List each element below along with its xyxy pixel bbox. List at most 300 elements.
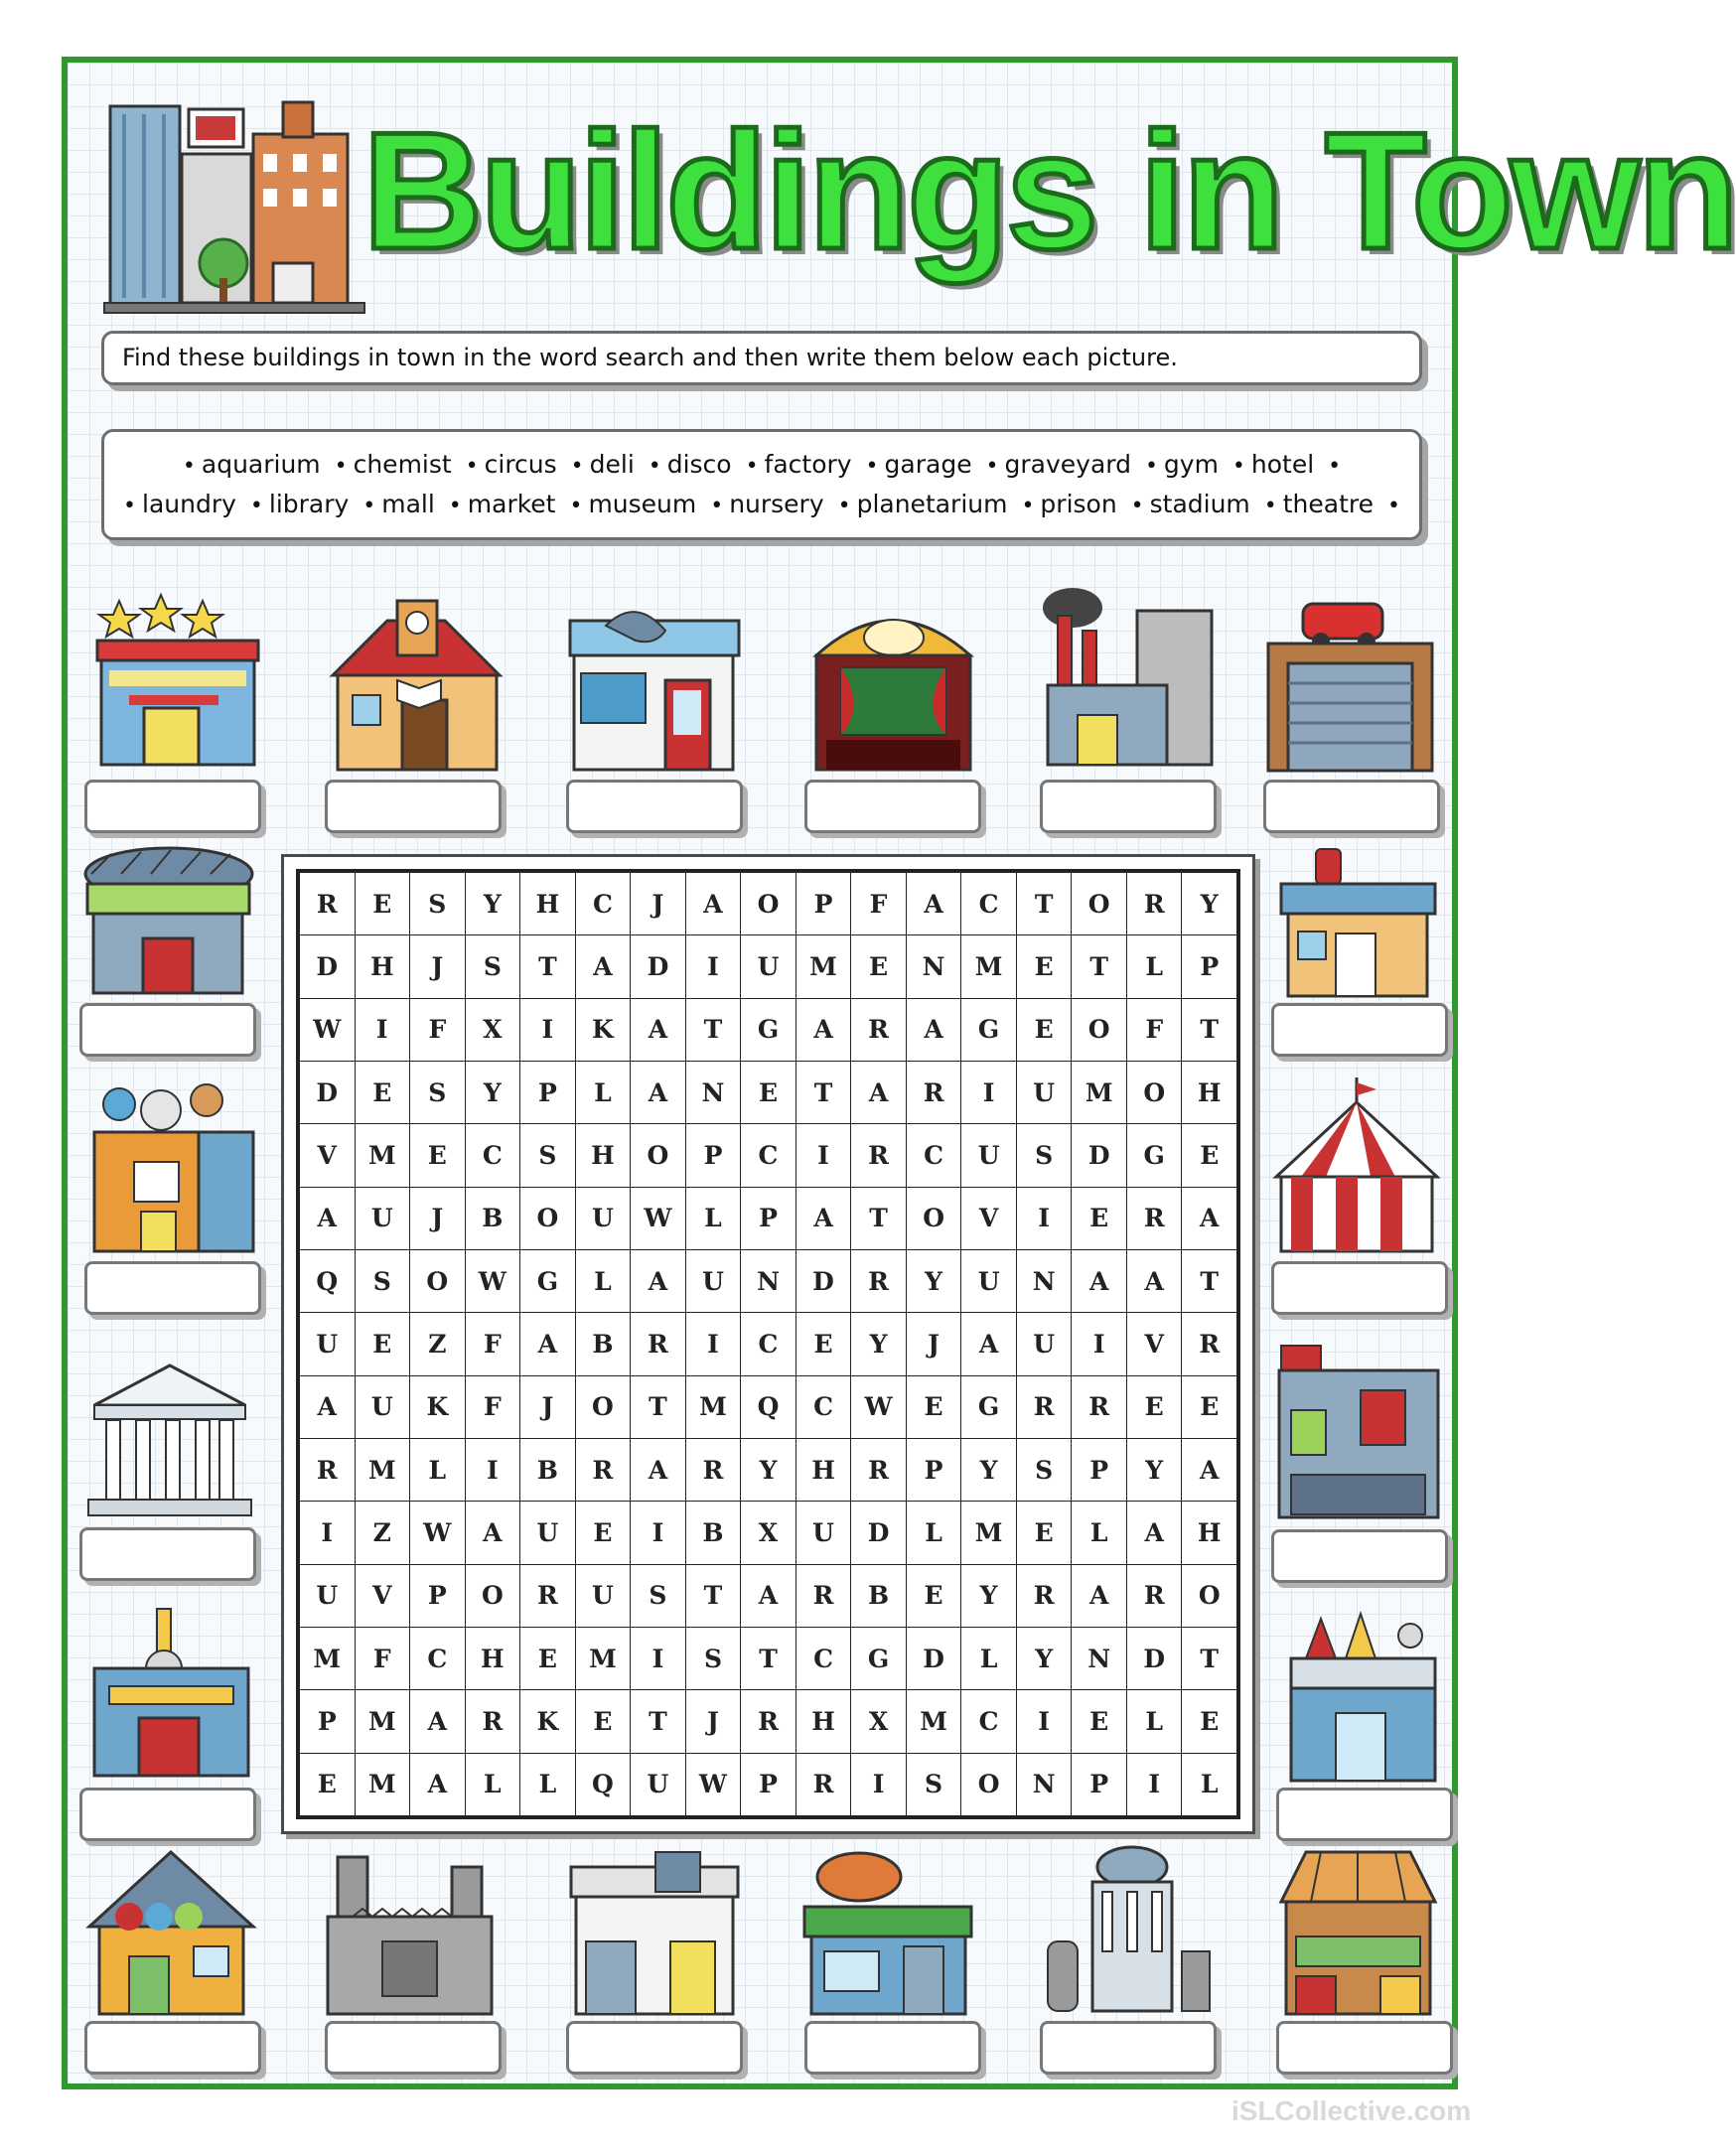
grid-cell[interactable]: C xyxy=(961,873,1016,934)
grid-cell[interactable]: I xyxy=(520,999,575,1061)
grid-cell[interactable]: U xyxy=(961,1124,1016,1186)
grid-cell[interactable]: A xyxy=(631,1250,685,1312)
grid-cell[interactable]: R xyxy=(851,999,906,1061)
grid-cell[interactable]: Q xyxy=(576,1754,631,1815)
word-deli: deli xyxy=(589,450,635,479)
grid-cell[interactable]: L xyxy=(907,1502,961,1563)
grid-cell[interactable]: P xyxy=(1072,1754,1126,1815)
grid-cell[interactable]: P xyxy=(741,1188,796,1249)
grid-cell[interactable]: A xyxy=(796,999,851,1061)
grid-cell[interactable]: A xyxy=(741,1565,796,1627)
answer-box-6[interactable] xyxy=(1263,780,1440,833)
grid-cell[interactable]: A xyxy=(961,1313,1016,1374)
grid-cell[interactable]: N xyxy=(1017,1250,1072,1312)
grid-cell[interactable]: Y xyxy=(466,1062,520,1123)
grid-cell[interactable]: C xyxy=(741,1313,796,1374)
grid-cell[interactable]: R xyxy=(851,1250,906,1312)
grid-cell[interactable]: E xyxy=(1017,999,1072,1061)
grid-cell[interactable]: M xyxy=(300,1628,355,1689)
grid-cell[interactable]: R xyxy=(520,1565,575,1627)
grid-cell[interactable]: O xyxy=(631,1124,685,1186)
grid-cell[interactable]: E xyxy=(520,1628,575,1689)
grid-cell[interactable]: O xyxy=(961,1754,1016,1815)
grid-cell[interactable]: C xyxy=(796,1628,851,1689)
grid-cell[interactable]: O xyxy=(520,1188,575,1249)
answer-box-19[interactable] xyxy=(1040,2021,1217,2075)
grid-cell[interactable]: P xyxy=(410,1565,465,1627)
factory-picture xyxy=(1038,586,1222,773)
grid-cell[interactable]: K xyxy=(520,1690,575,1752)
grid-cell[interactable]: P xyxy=(686,1124,741,1186)
grid-cell[interactable]: U xyxy=(356,1188,410,1249)
grid-cell[interactable]: A xyxy=(1127,1250,1182,1312)
grid-cell[interactable]: M xyxy=(576,1628,631,1689)
grid-cell[interactable]: A xyxy=(907,999,961,1061)
grid-cell[interactable]: H xyxy=(356,935,410,997)
grid-cell[interactable]: W xyxy=(300,999,355,1061)
grid-cell[interactable]: L xyxy=(961,1628,1016,1689)
grid-cell[interactable]: B xyxy=(851,1565,906,1627)
grid-cell[interactable]: T xyxy=(1182,1628,1236,1689)
grid-cell[interactable]: P xyxy=(520,1062,575,1123)
grid-cell[interactable]: E xyxy=(907,1376,961,1438)
grid-cell[interactable]: Z xyxy=(410,1313,465,1374)
grid-cell[interactable]: A xyxy=(576,935,631,997)
grid-cell[interactable]: Y xyxy=(1182,873,1236,934)
grid-cell[interactable]: N xyxy=(741,1250,796,1312)
grid-cell[interactable]: H xyxy=(1182,1502,1236,1563)
grid-cell[interactable]: L xyxy=(686,1188,741,1249)
grid-cell[interactable]: X xyxy=(741,1502,796,1563)
grid-cell[interactable]: N xyxy=(686,1062,741,1123)
grid-cell[interactable]: T xyxy=(631,1690,685,1752)
grid-cell[interactable]: P xyxy=(907,1439,961,1501)
grid-cell[interactable]: I xyxy=(466,1439,520,1501)
grid-cell[interactable]: Q xyxy=(300,1250,355,1312)
stadium-picture xyxy=(81,844,255,995)
grid-cell[interactable]: H xyxy=(520,873,575,934)
grid-cell[interactable]: G xyxy=(961,1376,1016,1438)
grid-cell[interactable]: K xyxy=(410,1376,465,1438)
grid-cell[interactable]: R xyxy=(851,1439,906,1501)
grid-cell[interactable]: K xyxy=(576,999,631,1061)
grid-cell[interactable]: U xyxy=(300,1565,355,1627)
grid-cell[interactable]: L xyxy=(576,1062,631,1123)
grid-cell[interactable]: A xyxy=(466,1502,520,1563)
grid-cell[interactable]: B xyxy=(686,1502,741,1563)
grid-cell[interactable]: E xyxy=(1017,1502,1072,1563)
grid-cell[interactable]: N xyxy=(907,935,961,997)
grid-cell[interactable]: A xyxy=(300,1376,355,1438)
grid-cell[interactable]: L xyxy=(1182,1754,1236,1815)
grid-cell[interactable]: U xyxy=(961,1250,1016,1312)
grid-cell[interactable]: R xyxy=(1017,1376,1072,1438)
answer-box-4[interactable] xyxy=(804,780,981,833)
grid-cell[interactable]: A xyxy=(1072,1565,1126,1627)
grid-cell[interactable]: T xyxy=(631,1376,685,1438)
grid-cell[interactable]: R xyxy=(1182,1313,1236,1374)
grid-cell[interactable]: I xyxy=(631,1502,685,1563)
grid-cell[interactable]: I xyxy=(796,1124,851,1186)
grid-cell[interactable]: T xyxy=(1182,1250,1236,1312)
answer-box-2[interactable] xyxy=(325,780,502,833)
grid-cell[interactable]: G xyxy=(741,999,796,1061)
grid-cell[interactable]: J xyxy=(410,935,465,997)
grid-cell[interactable]: N xyxy=(1072,1628,1126,1689)
word-gym: gym xyxy=(1163,450,1219,479)
market-picture xyxy=(566,1852,743,2016)
grid-cell[interactable]: D xyxy=(907,1628,961,1689)
grid-cell[interactable]: L xyxy=(410,1439,465,1501)
grid-cell[interactable]: E xyxy=(576,1502,631,1563)
grid-cell[interactable]: M xyxy=(356,1754,410,1815)
grid-cell[interactable]: J xyxy=(631,873,685,934)
grid-cell[interactable]: R xyxy=(1127,1565,1182,1627)
answer-box-11[interactable] xyxy=(1271,1003,1448,1057)
grid-cell[interactable]: C xyxy=(907,1124,961,1186)
grid-cell[interactable]: E xyxy=(356,1062,410,1123)
grid-cell[interactable]: T xyxy=(686,1565,741,1627)
word-hotel: hotel xyxy=(1250,450,1315,479)
grid-cell[interactable]: O xyxy=(1182,1565,1236,1627)
grid-cell[interactable]: M xyxy=(356,1690,410,1752)
answer-box-20[interactable] xyxy=(1276,2021,1453,2075)
word-bank-line-1: • aquarium • chemist • circus • deli • disco • factory • garage • graveyard • gym • hotel • xyxy=(182,450,1342,479)
grid-cell[interactable]: T xyxy=(1182,999,1236,1061)
grid-cell[interactable]: T xyxy=(686,999,741,1061)
grid-cell[interactable]: W xyxy=(466,1250,520,1312)
grid-cell[interactable]: E xyxy=(796,1313,851,1374)
grid-cell[interactable]: G xyxy=(851,1628,906,1689)
grid-cell[interactable]: U xyxy=(741,935,796,997)
grid-cell[interactable]: D xyxy=(796,1250,851,1312)
grid-cell[interactable]: U xyxy=(520,1502,575,1563)
grid-cell[interactable]: E xyxy=(410,1124,465,1186)
grid-cell[interactable]: V xyxy=(356,1565,410,1627)
grid-cell[interactable]: S xyxy=(907,1754,961,1815)
grid-cell[interactable]: M xyxy=(686,1376,741,1438)
grid-cell[interactable]: U xyxy=(796,1502,851,1563)
grid-cell[interactable]: T xyxy=(1017,873,1072,934)
grid-cell[interactable]: A xyxy=(907,873,961,934)
grid-cell[interactable]: J xyxy=(410,1188,465,1249)
grid-cell[interactable]: D xyxy=(851,1502,906,1563)
grid-cell[interactable]: U xyxy=(686,1250,741,1312)
grid-cell[interactable]: C xyxy=(410,1628,465,1689)
grid-cell[interactable]: R xyxy=(300,1439,355,1501)
grid-cell[interactable]: Y xyxy=(851,1313,906,1374)
disco-picture xyxy=(89,1609,253,1778)
grid-cell[interactable]: U xyxy=(576,1565,631,1627)
grid-cell[interactable]: A xyxy=(631,1062,685,1123)
grid-cell[interactable]: A xyxy=(1182,1439,1236,1501)
grid-cell[interactable]: Y xyxy=(466,873,520,934)
grid-cell[interactable]: A xyxy=(520,1313,575,1374)
grid-cell[interactable]: M xyxy=(961,935,1016,997)
grid-cell[interactable]: O xyxy=(576,1376,631,1438)
grid-cell[interactable]: S xyxy=(410,873,465,934)
grid-cell[interactable]: Y xyxy=(961,1439,1016,1501)
grid-cell[interactable]: P xyxy=(741,1754,796,1815)
grid-cell[interactable]: R xyxy=(1072,1376,1126,1438)
grid-cell[interactable]: R xyxy=(907,1062,961,1123)
grid-cell[interactable]: I xyxy=(631,1628,685,1689)
grid-cell[interactable]: L xyxy=(576,1250,631,1312)
library-picture xyxy=(328,601,505,772)
grid-cell[interactable]: E xyxy=(356,1313,410,1374)
watermark: iSLCollective.com xyxy=(1231,2095,1472,2126)
grid-cell[interactable]: L xyxy=(466,1754,520,1815)
grid-cell[interactable]: G xyxy=(961,999,1016,1061)
grid-cell[interactable]: H xyxy=(466,1628,520,1689)
grid-cell[interactable]: H xyxy=(1182,1062,1236,1123)
grid-cell[interactable]: W xyxy=(851,1376,906,1438)
grid-cell[interactable]: E xyxy=(851,935,906,997)
grid-cell[interactable]: D xyxy=(1127,1628,1182,1689)
grid-cell[interactable]: N xyxy=(1017,1754,1072,1815)
grid-cell[interactable]: R xyxy=(741,1690,796,1752)
word-museum: museum xyxy=(588,490,697,518)
grid-cell[interactable]: M xyxy=(356,1124,410,1186)
answer-box-8[interactable] xyxy=(84,1261,261,1315)
grid-cell[interactable]: I xyxy=(1127,1754,1182,1815)
grid-cell[interactable]: S xyxy=(410,1062,465,1123)
grid-cell[interactable]: I xyxy=(851,1754,906,1815)
grid-cell[interactable]: F xyxy=(1127,999,1182,1061)
grid-cell[interactable]: B xyxy=(466,1188,520,1249)
grid-cell[interactable]: F xyxy=(466,1376,520,1438)
grid-cell[interactable]: X xyxy=(851,1690,906,1752)
grid-cell[interactable]: O xyxy=(1072,999,1126,1061)
grid-cell[interactable]: S xyxy=(520,1124,575,1186)
answer-box-14[interactable] xyxy=(1276,1788,1453,1841)
grid-cell[interactable]: I xyxy=(961,1062,1016,1123)
grid-cell[interactable]: D xyxy=(300,935,355,997)
grid-cell[interactable]: P xyxy=(1182,935,1236,997)
grid-cell[interactable]: R xyxy=(1127,1188,1182,1249)
word-disco: disco xyxy=(666,450,732,479)
grid-cell[interactable]: D xyxy=(1072,1124,1126,1186)
grid-cell[interactable]: E xyxy=(1182,1690,1236,1752)
grid-cell[interactable]: L xyxy=(520,1754,575,1815)
grid-cell[interactable]: E xyxy=(741,1062,796,1123)
grid-cell[interactable]: I xyxy=(1017,1690,1072,1752)
grid-cell[interactable]: O xyxy=(907,1188,961,1249)
grid-cell[interactable]: W xyxy=(410,1502,465,1563)
grid-cell[interactable]: M xyxy=(796,935,851,997)
grid-cell[interactable]: A xyxy=(631,999,685,1061)
hotel-picture xyxy=(89,591,263,770)
grid-cell[interactable]: M xyxy=(961,1502,1016,1563)
grid-cell[interactable]: W xyxy=(631,1188,685,1249)
grid-cell[interactable]: C xyxy=(796,1376,851,1438)
grid-cell[interactable]: Y xyxy=(741,1439,796,1501)
word-nursery: nursery xyxy=(729,490,824,518)
grid-cell[interactable]: C xyxy=(466,1124,520,1186)
grid-cell[interactable]: C xyxy=(741,1124,796,1186)
grid-cell[interactable]: O xyxy=(1127,1062,1182,1123)
grid-cell[interactable]: C xyxy=(576,873,631,934)
answer-box-9[interactable] xyxy=(79,1527,256,1581)
answer-box-18[interactable] xyxy=(804,2021,981,2075)
grid-cell[interactable]: L xyxy=(1127,935,1182,997)
grid-cell[interactable]: R xyxy=(686,1439,741,1501)
grid-cell[interactable]: A xyxy=(1182,1188,1236,1249)
grid-cell[interactable]: D xyxy=(631,935,685,997)
grid-cell[interactable]: S xyxy=(631,1565,685,1627)
page-title: Buildings in Town xyxy=(362,97,1736,284)
word-search-frame xyxy=(281,854,1255,1834)
grid-cell[interactable]: V xyxy=(961,1188,1016,1249)
grid-cell[interactable]: A xyxy=(851,1062,906,1123)
grid-cell[interactable]: A xyxy=(300,1188,355,1249)
grid-cell[interactable]: T xyxy=(741,1628,796,1689)
answer-box-16[interactable] xyxy=(325,2021,502,2075)
grid-cell[interactable]: E xyxy=(1182,1376,1236,1438)
grid-cell[interactable]: I xyxy=(356,999,410,1061)
answer-box-10[interactable] xyxy=(79,1788,256,1841)
grid-cell[interactable]: U xyxy=(356,1376,410,1438)
grid-cell[interactable]: U xyxy=(300,1313,355,1374)
grid-cell[interactable]: L xyxy=(1127,1690,1182,1752)
grid-cell[interactable]: H xyxy=(576,1124,631,1186)
grid-cell[interactable]: I xyxy=(686,935,741,997)
grid-cell[interactable]: A xyxy=(796,1188,851,1249)
grid-cell[interactable]: J xyxy=(520,1376,575,1438)
answer-box-5[interactable] xyxy=(1040,780,1217,833)
grid-cell[interactable]: H xyxy=(796,1690,851,1752)
grid-cell[interactable]: E xyxy=(1017,935,1072,997)
grid-cell[interactable]: U xyxy=(1017,1313,1072,1374)
grid-cell[interactable]: R xyxy=(796,1754,851,1815)
grid-cell[interactable]: I xyxy=(1017,1188,1072,1249)
grid-cell[interactable]: F xyxy=(410,999,465,1061)
grid-cell[interactable]: A xyxy=(1127,1502,1182,1563)
grid-cell[interactable]: F xyxy=(851,873,906,934)
word-graveyard: graveyard xyxy=(1004,450,1131,479)
grid-cell[interactable]: V xyxy=(1127,1313,1182,1374)
grid-cell[interactable]: O xyxy=(410,1250,465,1312)
laundry-picture xyxy=(1276,1847,1440,2016)
grid-cell[interactable]: I xyxy=(686,1313,741,1374)
grid-cell[interactable]: V xyxy=(300,1124,355,1186)
answer-box-13[interactable] xyxy=(1271,1529,1448,1583)
grid-cell[interactable]: S xyxy=(356,1250,410,1312)
grid-cell[interactable]: M xyxy=(907,1690,961,1752)
grid-cell[interactable]: P xyxy=(1072,1439,1126,1501)
word-stadium: stadium xyxy=(1149,490,1250,518)
grid-cell[interactable]: G xyxy=(1127,1124,1182,1186)
instructions-text: Find these buildings in town in the word search and then write them below each picture. xyxy=(122,344,1178,371)
grid-cell[interactable]: S xyxy=(1017,1439,1072,1501)
grid-cell[interactable]: T xyxy=(796,1062,851,1123)
mall-picture xyxy=(1271,1336,1442,1519)
answer-box-12[interactable] xyxy=(1271,1261,1448,1315)
grid-cell[interactable]: S xyxy=(466,935,520,997)
grid-cell[interactable]: M xyxy=(356,1439,410,1501)
grid-cell[interactable]: R xyxy=(851,1124,906,1186)
grid-cell[interactable]: E xyxy=(576,1690,631,1752)
grid-cell[interactable]: A xyxy=(631,1439,685,1501)
grid-cell[interactable]: Y xyxy=(1127,1439,1182,1501)
grid-cell[interactable]: I xyxy=(300,1502,355,1563)
grid-cell[interactable]: J xyxy=(907,1313,961,1374)
grid-cell[interactable]: R xyxy=(1127,873,1182,934)
grid-cell[interactable]: R xyxy=(576,1439,631,1501)
grid-cell[interactable]: M xyxy=(1072,1062,1126,1123)
grid-cell[interactable]: O xyxy=(1072,873,1126,934)
grid-cell[interactable]: T xyxy=(851,1188,906,1249)
grid-cell[interactable]: J xyxy=(686,1690,741,1752)
grid-cell[interactable]: E xyxy=(300,1754,355,1815)
grid-cell[interactable]: D xyxy=(300,1062,355,1123)
grid-cell[interactable]: E xyxy=(1127,1376,1182,1438)
graveyard-picture xyxy=(1043,1842,1217,2016)
answer-box-17[interactable] xyxy=(566,2021,743,2075)
grid-cell[interactable]: R xyxy=(466,1690,520,1752)
grid-cell[interactable]: R xyxy=(1017,1565,1072,1627)
grid-cell[interactable]: E xyxy=(1072,1690,1126,1752)
grid-cell[interactable]: E xyxy=(1072,1188,1126,1249)
grid-cell[interactable]: F xyxy=(356,1628,410,1689)
grid-cell[interactable]: E xyxy=(907,1565,961,1627)
answer-box-3[interactable] xyxy=(566,780,743,833)
grid-cell[interactable]: T xyxy=(520,935,575,997)
grid-cell[interactable]: A xyxy=(1072,1250,1126,1312)
grid-cell[interactable]: R xyxy=(300,873,355,934)
grid-cell[interactable]: E xyxy=(1182,1124,1236,1186)
grid-cell[interactable]: F xyxy=(466,1313,520,1374)
grid-cell[interactable]: P xyxy=(796,873,851,934)
grid-cell[interactable]: U xyxy=(576,1188,631,1249)
grid-cell[interactable]: T xyxy=(1072,935,1126,997)
grid-cell[interactable]: C xyxy=(961,1690,1016,1752)
grid-cell[interactable]: A xyxy=(410,1690,465,1752)
answer-box-15[interactable] xyxy=(84,2021,261,2075)
answer-box-7[interactable] xyxy=(79,1003,256,1057)
grid-cell[interactable]: Y xyxy=(961,1565,1016,1627)
grid-cell[interactable]: U xyxy=(631,1754,685,1815)
grid-cell[interactable]: U xyxy=(1017,1062,1072,1123)
grid-cell[interactable]: B xyxy=(520,1439,575,1501)
grid-cell[interactable]: O xyxy=(466,1565,520,1627)
grid-cell[interactable]: L xyxy=(1072,1502,1126,1563)
grid-cell[interactable]: G xyxy=(520,1250,575,1312)
grid-cell[interactable]: R xyxy=(796,1565,851,1627)
grid-cell[interactable]: O xyxy=(741,873,796,934)
grid-cell[interactable]: Y xyxy=(1017,1628,1072,1689)
grid-cell[interactable]: R xyxy=(631,1313,685,1374)
grid-cell[interactable]: S xyxy=(686,1628,741,1689)
instructions-box xyxy=(101,331,1422,385)
grid-cell[interactable]: W xyxy=(686,1754,741,1815)
grid-cell[interactable]: E xyxy=(356,873,410,934)
grid-cell[interactable]: A xyxy=(410,1754,465,1815)
word-library: library xyxy=(268,490,350,518)
grid-cell[interactable]: Y xyxy=(907,1250,961,1312)
grid-cell[interactable]: Z xyxy=(356,1502,410,1563)
grid-cell[interactable]: I xyxy=(1072,1313,1126,1374)
grid-cell[interactable]: X xyxy=(466,999,520,1061)
grid-cell[interactable]: S xyxy=(1017,1124,1072,1186)
answer-box-1[interactable] xyxy=(84,780,261,833)
grid-cell[interactable]: B xyxy=(576,1313,631,1374)
city-skyline-illustration xyxy=(104,94,364,318)
grid-cell[interactable]: H xyxy=(796,1439,851,1501)
grid-cell[interactable]: P xyxy=(300,1690,355,1752)
grid-cell[interactable]: Q xyxy=(741,1376,796,1438)
grid-cell[interactable]: A xyxy=(686,873,741,934)
